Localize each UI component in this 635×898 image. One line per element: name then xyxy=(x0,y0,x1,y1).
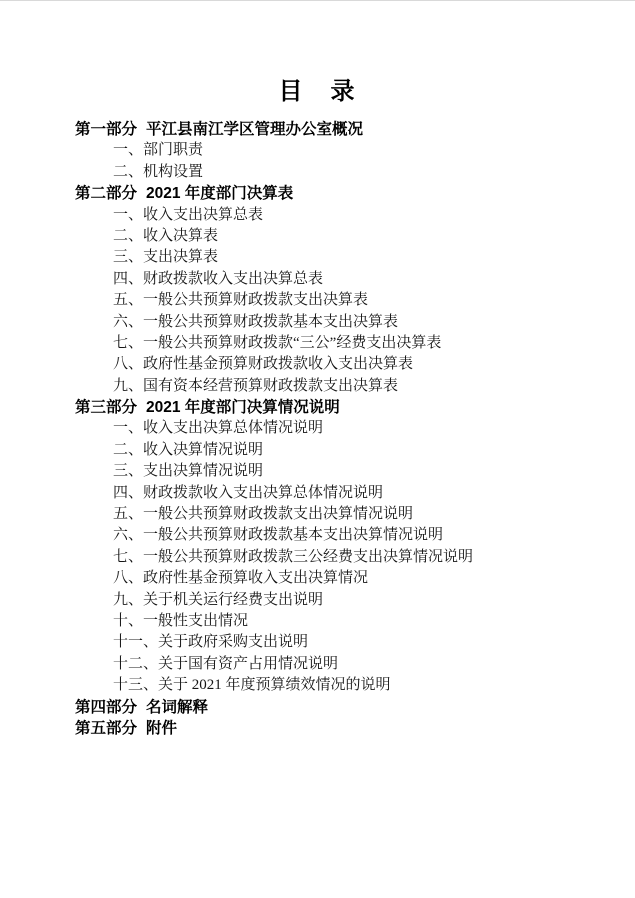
toc-item: 十一、关于政府采购支出说明 xyxy=(113,634,309,651)
toc-item: 十、一般性支出情况 xyxy=(113,612,249,629)
toc-item: 二、机构设置 xyxy=(113,163,204,180)
toc-section-label: 第五部分 xyxy=(75,719,138,737)
toc-section-label: 第四部分 xyxy=(75,698,138,716)
toc-section-heading-4 xyxy=(0,697,635,718)
toc-item: 二、收入决算情况说明 xyxy=(113,441,264,458)
toc-item: 四、财政拨款收入支出决算总体情况说明 xyxy=(113,484,384,501)
page-title: 目 录 xyxy=(278,79,357,105)
toc-section-label: 第一部分 xyxy=(75,121,138,138)
toc-item: 七、一般公共预算财政拨款“三公”经费支出决算表 xyxy=(113,334,442,351)
toc-item: 八、政府性基金预算收入支出决算情况 xyxy=(113,570,369,587)
toc-item: 三、支出决算情况说明 xyxy=(113,463,264,480)
toc-item: 九、关于机关运行经费支出说明 xyxy=(113,591,324,608)
toc-item: 十三、关于 2021 年度预算绩效情况的说明 xyxy=(113,677,391,694)
toc-section-title: 2021 年度部门决算表 xyxy=(146,185,294,203)
toc-item: 一、收入支出决算总表 xyxy=(113,206,264,223)
toc-item: 一、部门职责 xyxy=(113,142,204,159)
toc-section-heading-2 xyxy=(0,183,635,204)
toc-item: 六、一般公共预算财政拨款基本支出决算情况说明 xyxy=(113,527,444,544)
toc-section-title: 平江县南江学区管理办公室概况 xyxy=(146,121,364,138)
toc-item: 五、一般公共预算财政拨款支出决算情况说明 xyxy=(113,506,414,523)
toc-section-label: 第三部分 xyxy=(75,399,138,417)
toc-item: 十二、关于国有资产占用情况说明 xyxy=(113,655,339,672)
toc-item: 四、财政拨款收入支出决算总表 xyxy=(113,270,324,287)
toc-item: 二、收入决算表 xyxy=(113,227,219,244)
toc-item: 三、支出决算表 xyxy=(113,249,219,266)
toc-item: 一、收入支出决算总体情况说明 xyxy=(113,420,324,437)
toc-section-title: 名词解释 xyxy=(146,698,209,716)
toc-item: 七、一般公共预算财政拨款三公经费支出决算情况说明 xyxy=(113,548,474,565)
toc-item: 六、一般公共预算财政拨款基本支出决算表 xyxy=(113,313,399,330)
table-of-contents xyxy=(0,119,635,739)
toc-section-heading-1 xyxy=(0,119,635,140)
toc-section-title: 2021 年度部门决算情况说明 xyxy=(146,399,340,417)
toc-section-heading-5 xyxy=(0,718,635,739)
toc-section-heading-3 xyxy=(0,397,635,418)
toc-item: 八、政府性基金预算财政拨款收入支出决算表 xyxy=(113,356,414,373)
toc-section-label: 第二部分 xyxy=(75,185,138,203)
toc-section-title: 附件 xyxy=(146,719,178,737)
toc-item: 九、国有资本经营预算财政拨款支出决算表 xyxy=(113,377,399,394)
toc-item: 五、一般公共预算财政拨款支出决算表 xyxy=(113,292,369,309)
page-top-edge xyxy=(0,0,635,1)
